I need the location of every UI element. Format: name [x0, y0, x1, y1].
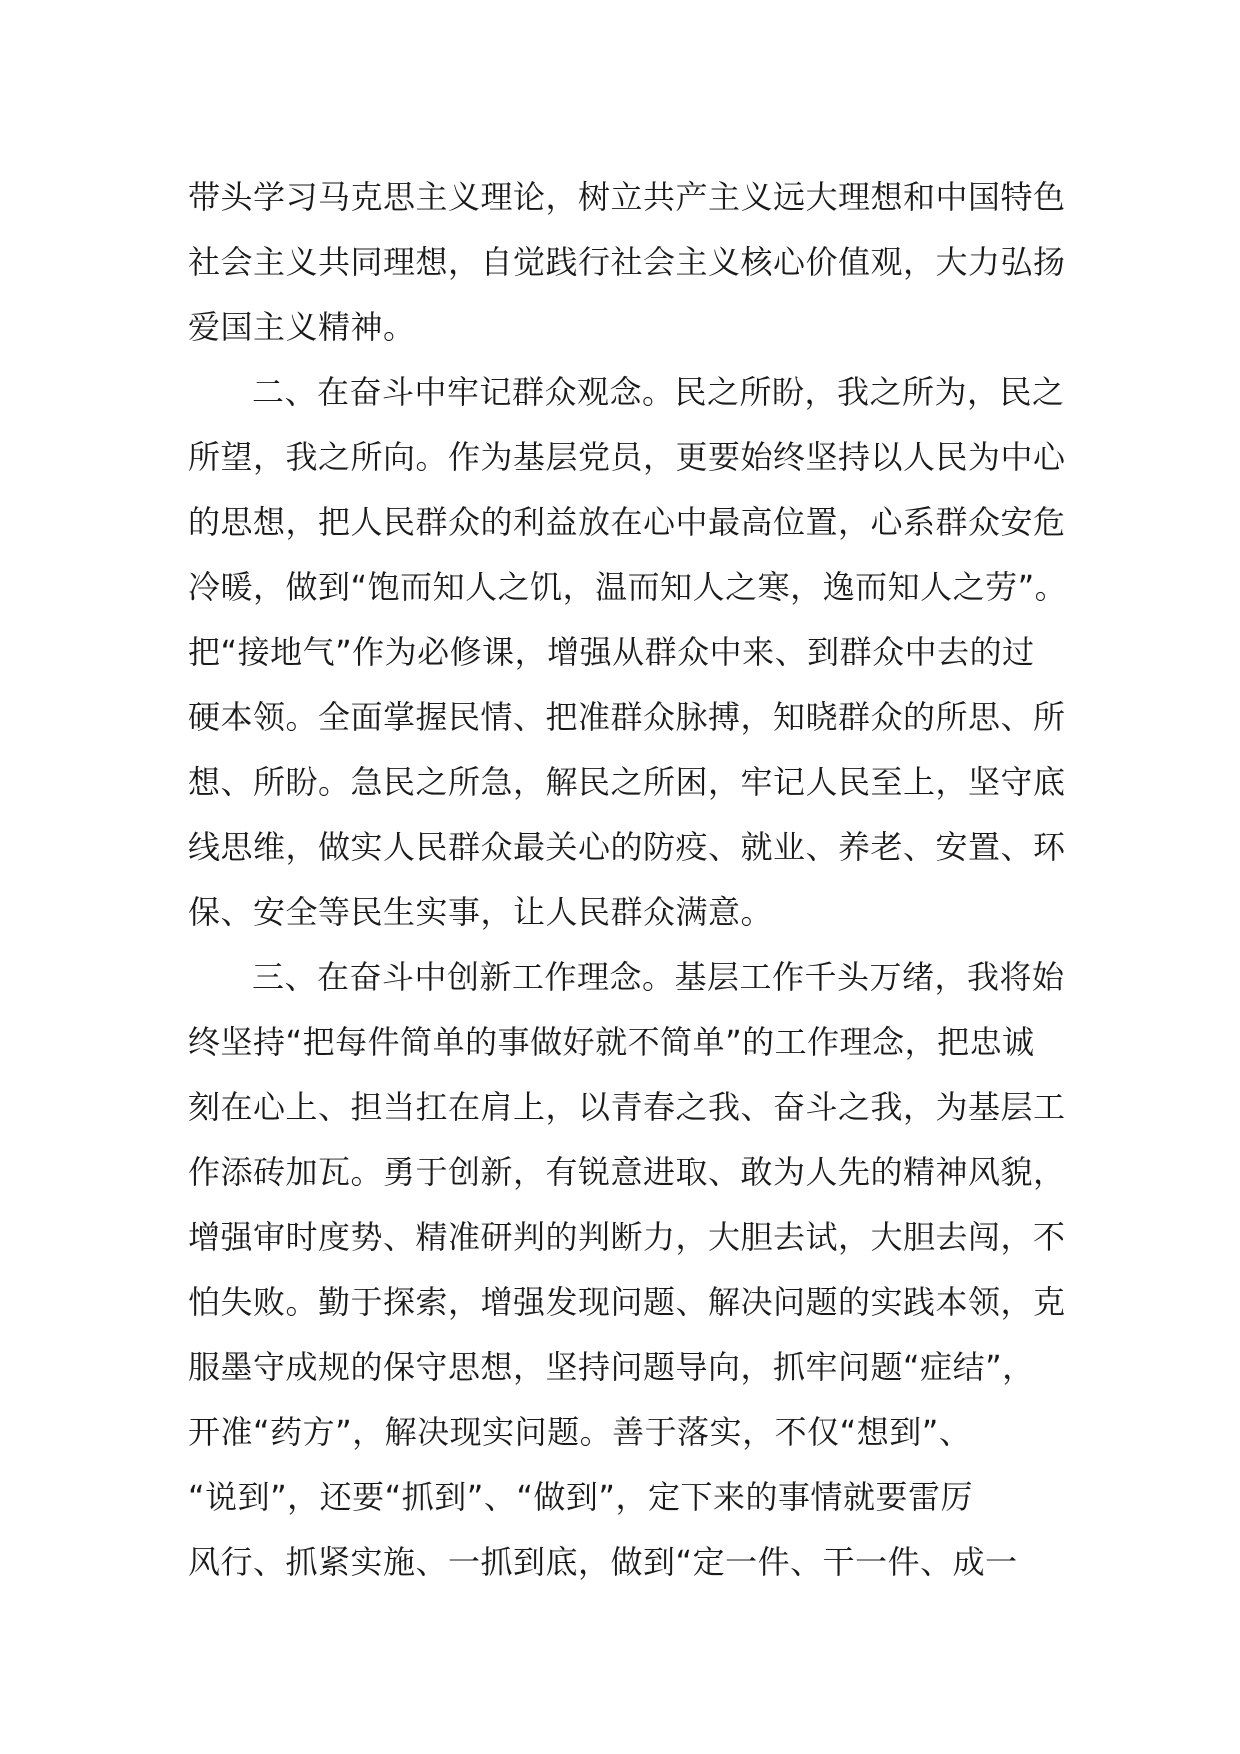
section-two-heading-line: 二、在奋斗中牢记群众观念。民之所盼，我之所为，民之 — [252, 373, 1065, 411]
text-line: 的思想，把人民群众的利益放在心中最高位置，心系群众安危 — [188, 503, 1066, 541]
text-line: “说到”，还要“抓到”、“做到”，定下来的事情就要雷厉 — [188, 1478, 973, 1516]
text-line: 增强审时度势、精准研判的判断力，大胆去试，大胆去闯，不 — [188, 1218, 1066, 1256]
text-line: 把“接地气”作为必修课，增强从群众中来、到群众中去的过 — [188, 633, 1035, 671]
text-line: 服墨守成规的保守思想，坚持问题导向，抓牢问题“症结”， — [188, 1348, 1035, 1386]
text-line: 带头学习马克思主义理论，树立共产主义远大理想和中国特色 — [188, 178, 1066, 216]
text-line: 想、所盼。急民之所急，解民之所困，牢记人民至上，坚守底 — [188, 763, 1066, 801]
text-line: 怕失败。勤于探索，增强发现问题、解决问题的实践本领，克 — [188, 1283, 1066, 1321]
text-line: 风行、抓紧实施、一抓到底，做到“定一件、干一件、成一 — [188, 1543, 1018, 1581]
document-body — [188, 165, 1068, 1595]
text-line: 刻在心上、担当扛在肩上，以青春之我、奋斗之我，为基层工 — [188, 1088, 1066, 1126]
text-line: 冷暖，做到“饱而知人之饥，温而知人之寒，逸而知人之劳”。 — [188, 568, 1068, 606]
section-three-heading-line: 三、在奋斗中创新工作理念。基层工作千头万绪，我将始 — [252, 958, 1065, 996]
text-line: 线思维，做实人民群众最关心的防疫、就业、养老、安置、环 — [188, 828, 1066, 866]
text-line: 社会主义共同理想，自觉践行社会主义核心价值观，大力弘扬 — [188, 243, 1066, 281]
text-line: 开准“药方”，解决现实问题。善于落实，不仅“想到”、 — [188, 1413, 972, 1451]
text-line: 终坚持“把每件简单的事做好就不简单”的工作理念，把忠诚 — [188, 1023, 1035, 1061]
text-line: 保、安全等民生实事，让人民群众满意。 — [188, 893, 774, 931]
text-line: 爱国主义精神。 — [188, 308, 416, 346]
text-line: 硬本领。全面掌握民情、把准群众脉搏，知晓群众的所思、所 — [188, 698, 1066, 736]
text-line: 作添砖加瓦。勇于创新，有锐意进取、敢为人先的精神风貌， — [188, 1153, 1066, 1191]
text-line: 所望，我之所向。作为基层党员，更要始终坚持以人民为中心 — [188, 438, 1066, 476]
